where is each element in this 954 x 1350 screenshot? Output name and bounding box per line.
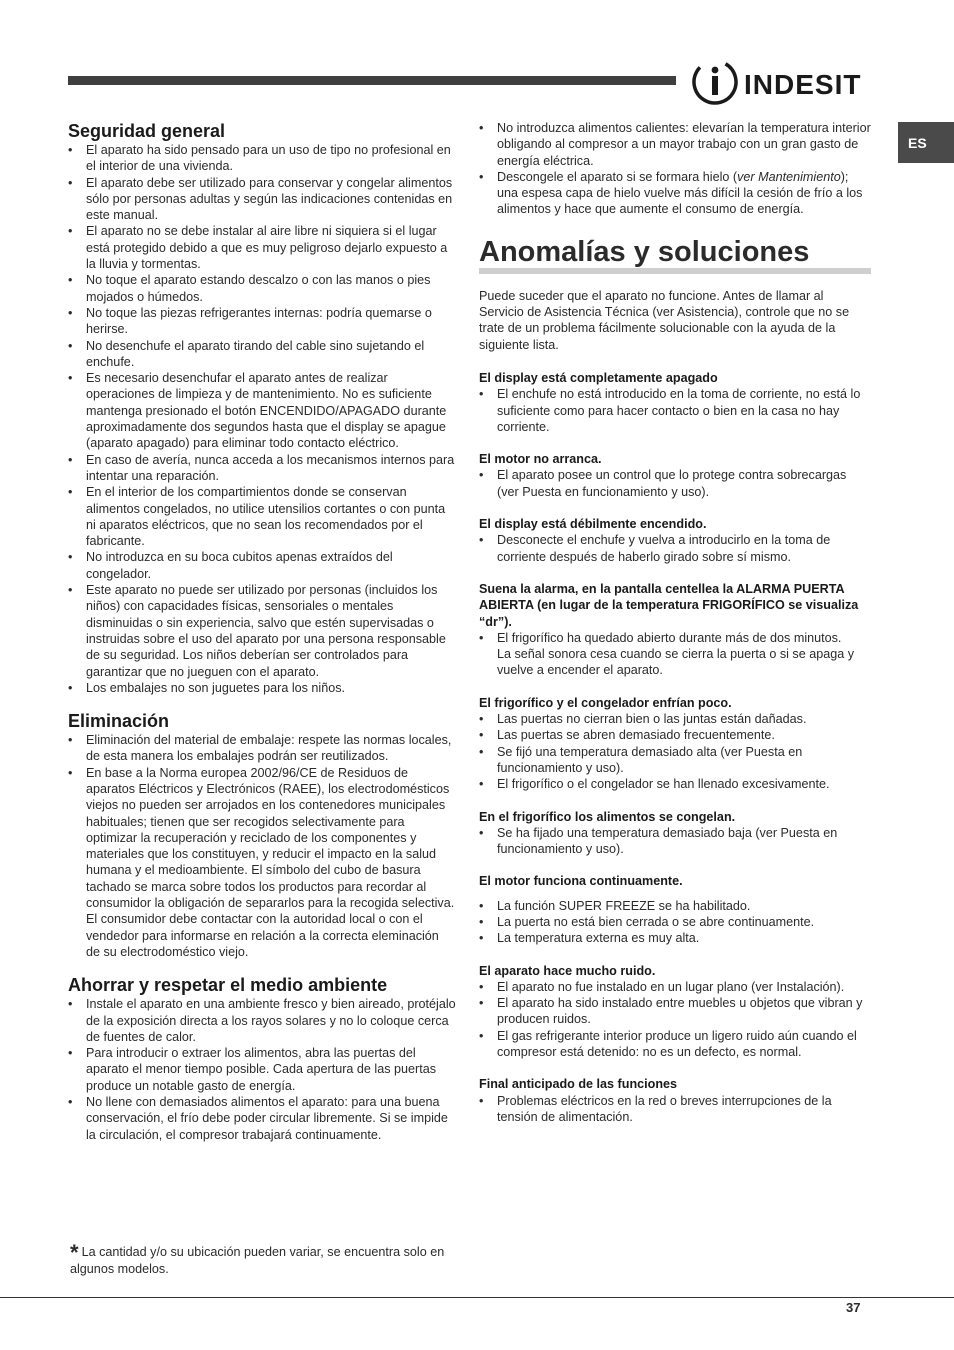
list-item: • En caso de avería, nunca acceda a los mecanismos internos para intentar una reparación. bbox=[68, 452, 456, 485]
footnote bbox=[70, 1240, 450, 1278]
list-item: • La temperatura externa es muy alta. bbox=[479, 930, 871, 946]
list-item-continuation: La señal sonora cesa cuando se cierra la puerta o si se apaga y vuelve a encender el aparato. bbox=[497, 647, 855, 678]
right-column bbox=[479, 120, 871, 1125]
list-item: • El frigorífico o el congelador se han llenado excesivamente. bbox=[479, 776, 871, 792]
footnote-text: La cantidad y/o su ubicación pueden variar, se encuentra solo en algunos modelos. bbox=[70, 1245, 445, 1277]
footnote-star: * bbox=[70, 1240, 79, 1265]
list-item: • No llene con demasiados alimentos el aparato: para una buena conservación, el frío debe poder circular libremente. Si se impide la circulación, el compresor trabajará continuamente. bbox=[68, 1094, 456, 1143]
problem-heading: Final anticipado de las funciones bbox=[479, 1077, 678, 1092]
energy-list bbox=[479, 120, 871, 218]
list-item: • No introduzca alimentos calientes: elevarían la temperatura interior obligando al compresor a un mayor trabajo con un gran gasto de energía eléctrica. bbox=[479, 120, 871, 169]
svg-text:INDESIT: INDESIT bbox=[744, 69, 862, 100]
section-title-ahorrar: Ahorrar y respetar el medio ambiente bbox=[68, 975, 388, 996]
list-item: • El aparato debe ser utilizado para conservar y congelar alimentos sólo por personas adultas y según las indicaciones contenidas en este manual. bbox=[68, 175, 456, 224]
footer-rule bbox=[0, 1297, 954, 1298]
problem-motor-continuous bbox=[479, 873, 871, 946]
problem-heading: Suena la alarma, en la pantalla centellea la ALARMA PUERTA ABIERTA (en lugar de la temperatura FRIGORÍFICO se visualiza “dr”). bbox=[479, 581, 859, 629]
list-item: • Eliminación del material de embalaje: respete las normas locales, de esta manera los embalajes podrán ser reutilizados. bbox=[68, 732, 456, 765]
list-item: • No toque las piezas refrigerantes internas: podría quemarse o herirse. bbox=[68, 305, 456, 338]
seguridad-list bbox=[68, 142, 456, 696]
list-item: • En base a la Norma europea 2002/96/CE de Residuos de aparatos Eléctricos y Electrónicos (RAEE), los electrodomésticos viejos no pueden ser arrojados en los contenedores municipales habituales; tienen que ser recogidos selectivamente para optimizar la recuperación y reciclado de los componentes y materiales que los constituyen, y reducir el impacto en la salud humana y el medioambiente. El símbolo del cubo de basura tachado se marca sobre todos los productos para recordar al consumidor la obligación de separarlos para la recogida selectiva. El consumidor debe contactar con la autoridad local o con el vendedor para informarse en relación a la correcta eleminación de su electrodoméstico viejo. bbox=[68, 765, 456, 961]
problem-food-freezes bbox=[479, 809, 871, 858]
problem-display-off bbox=[479, 370, 871, 435]
list-item: • Los embalajes no son juguetes para los niños. bbox=[68, 680, 456, 696]
left-column bbox=[68, 120, 456, 1143]
problem-alarm bbox=[479, 581, 871, 679]
problem-heading: El frigorífico y el congelador enfrían poco. bbox=[479, 695, 732, 710]
list-item: • El aparato no fue instalado en un lugar plano (ver Instalación). bbox=[479, 979, 871, 995]
list-item: • El aparato ha sido instalado entre muebles u objetos que vibran y producen ruidos. bbox=[479, 995, 871, 1028]
list-item: • La puerta no está bien cerrada o se abre continuamente. bbox=[479, 914, 871, 930]
list-item: • Se fijó una temperatura demasiado alta (ver Puesta en funcionamiento y uso). bbox=[479, 744, 871, 777]
language-tab: ES bbox=[898, 122, 954, 163]
list-item: • Descongele el aparato si se formara hielo (ver Mantenimiento); una espesa capa de hielo vuelve más difícil la cesión de frío a los alimentos y hace que aumente el consumo de energía. bbox=[479, 169, 871, 218]
problem-noise bbox=[479, 963, 871, 1061]
list-item: • Es necesario desenchufar el aparato antes de realizar operaciones de limpieza y de mantenimiento. No es suficiente mantenga presionado el botón ENCENDIDO/APAGADO durante aproximadamente dos segundos hasta que el display se apague (aparato apagado) para eliminar todo contacto eléctrico. bbox=[68, 370, 456, 451]
list-item: • El aparato ha sido pensado para un uso de tipo no profesional en el interior de una vivienda. bbox=[68, 142, 456, 175]
problem-cooling-low bbox=[479, 695, 871, 793]
section-title-eliminacion: Eliminación bbox=[68, 711, 170, 732]
problem-heading: El motor no arranca. bbox=[479, 452, 602, 467]
list-item: • Las puertas no cierran bien o las juntas están dañadas. bbox=[479, 711, 871, 727]
problem-heading: El motor funciona continuamente. bbox=[479, 874, 683, 889]
list-item: • Desconecte el enchufe y vuelva a introducirlo en la toma de corriente después de haberlo girado sobre sí mismo. bbox=[479, 532, 871, 565]
list-item: • Las puertas se abren demasiado frecuentemente. bbox=[479, 727, 871, 743]
page-title: Anomalías y soluciones bbox=[479, 236, 871, 274]
indesit-logo bbox=[692, 57, 870, 107]
eliminacion-list bbox=[68, 732, 456, 960]
list-item: • La función SUPER FREEZE se ha habilitado. bbox=[479, 898, 871, 914]
problem-heading: El display está débilmente encendido. bbox=[479, 517, 707, 532]
list-item: • En el interior de los compartimientos donde se conservan alimentos congelados, no utilice utensilios cortantes o con punta ni aparatos eléctricos, que no sean los recomendados por el fabricante. bbox=[68, 484, 456, 549]
problem-early-end bbox=[479, 1076, 871, 1125]
list-item: • Para introducir o extraer los alimentos, abra las puertas del aparato el menor tiempo posible. Cada apertura de las puertas produce un notable gasto de energía. bbox=[68, 1045, 456, 1094]
section-title-seguridad: Seguridad general bbox=[68, 121, 226, 141]
list-item: • No introduzca en su boca cubitos apenas extraídos del congelador. bbox=[68, 549, 456, 582]
list-item: • El aparato posee un control que lo protege contra sobrecargas (ver Puesta en funcionamiento y uso). bbox=[479, 467, 871, 500]
list-item: • No desenchufe el aparato tirando del cable sino sujetando el enchufe. bbox=[68, 338, 456, 371]
list-item: • El aparato no se debe instalar al aire libre ni siquiera si el lugar está protegido debido a que es muy peligroso dejarlo expuesto a la lluvia y tormentas. bbox=[68, 223, 456, 272]
list-item: • El frigorífico ha quedado abierto durante más de dos minutos. bbox=[479, 630, 871, 646]
list-item: • El gas refrigerante interior produce un ligero ruido aún cuando el compresor está detenido: no es un defecto, es normal. bbox=[479, 1028, 871, 1061]
problem-heading: El display está completamente apagado bbox=[479, 370, 718, 385]
list-item: • No toque el aparato estando descalzo o con las manos o pies mojados o húmedos. bbox=[68, 272, 456, 305]
problem-heading: El aparato hace mucho ruido. bbox=[479, 963, 656, 978]
page-number: 37 bbox=[846, 1300, 861, 1315]
problem-display-dim bbox=[479, 516, 871, 565]
list-item: • Instale el aparato en una ambiente fresco y bien aireado, protéjalo de la exposición directa a los rayos solares y no lo coloque cerca de fuentes de calor. bbox=[68, 996, 456, 1045]
problem-motor-no-start bbox=[479, 451, 871, 500]
intro-paragraph: Puede suceder que el aparato no funcione. Antes de llamar al Servicio de Asistencia Técnica (ver Asistencia), controle que no se trate de un problema fácilmente solucionable con la ayuda de la siguiente lista. bbox=[479, 288, 850, 352]
problem-heading: En el frigorífico los alimentos se congelan. bbox=[479, 809, 736, 824]
list-item: • Se ha fijado una temperatura demasiado baja (ver Puesta en funcionamiento y uso). bbox=[479, 825, 871, 858]
list-item: • Este aparato no puede ser utilizado por personas (incluidos los niños) con capacidades físicas, sensoriales o mentales disminuidas o sin experiencia, salvo que estén supervisadas o instruidas sobre el uso del aparato por una persona responsable de su seguridad. Los niños deberían ser controlados para garantizar que no jueguen con el aparato. bbox=[68, 582, 456, 680]
header-rule bbox=[68, 76, 676, 85]
list-item: • Problemas eléctricos en la red o breves interrupciones de la tensión de alimentación. bbox=[479, 1093, 871, 1126]
ahorrar-list bbox=[68, 996, 456, 1143]
list-item: • El enchufe no está introducido en la toma de corriente, no está lo suficiente como para hacer contacto o bien en la casa no hay corriente. bbox=[479, 386, 871, 435]
